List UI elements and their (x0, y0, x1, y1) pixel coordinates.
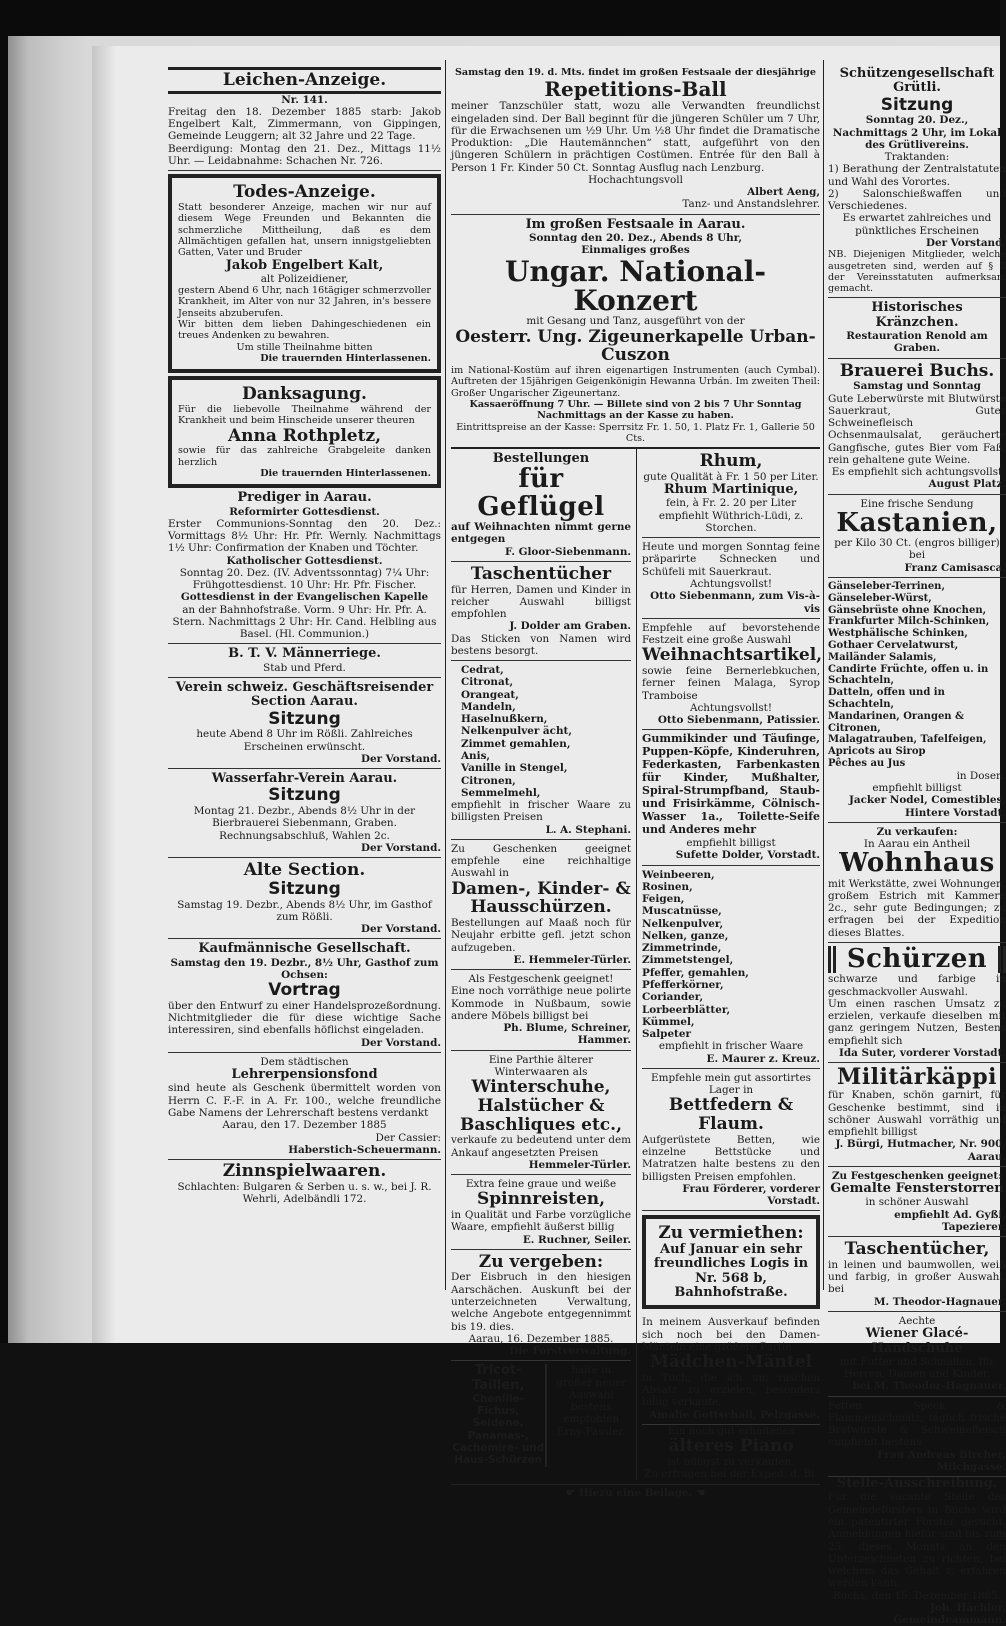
deli-signature: Jacker Nodel, Comestibles, Hintere Vorstadt. (848, 794, 1006, 819)
brau-title: Brauerei Buchs. (839, 360, 995, 381)
verg-title: Zu vergeben: (478, 1251, 604, 1272)
lehrer-pre: Dem städtischen (260, 1055, 349, 1068)
rep-signature: Albert Aeng, (747, 186, 820, 199)
schurz-text: Bestellungen auf Maaß noch für Neujahr erbitte gefl. jetzt schon aufzugeben. (451, 917, 631, 954)
schnecken-signature: Otto Siebenmann, zum Vis-à-vis (650, 590, 820, 615)
trakt-text: Es erwartet zahlreiches und pünktliches Erscheinen (842, 212, 992, 237)
wein-item: Rosinen, (642, 880, 693, 893)
trakt-title: Traktanden: (884, 151, 950, 164)
todes-text-4: Um stille Theilnahme bitten (236, 341, 373, 353)
piano (642, 1425, 820, 1480)
wein-item: Salpeter (642, 1028, 691, 1041)
kom-signature: Ph. Blume, Schreiner, Hammer. (503, 1022, 631, 1047)
militaerkaeppi (828, 1063, 1006, 1167)
column-rule (445, 60, 446, 1290)
zinnspielwaaren (168, 1160, 441, 1205)
schurz3-signature: Ida Suter, vorderer Vorstadt. (839, 1046, 1006, 1059)
alte-section (168, 858, 441, 939)
stelle-date: Buchs, den 15. Dezember 1885. (832, 1589, 1002, 1602)
wein-item: Nelken, ganze, (642, 929, 729, 942)
beilage-note (451, 1484, 820, 1499)
deli-item: Datteln, offen und in Schachteln, (828, 687, 945, 710)
kast-signature: Franz Camisasca. (904, 561, 1006, 574)
schurz3-text: schwarze und farbige in geschmackvoller Auswahl. (828, 973, 1006, 998)
winter-signature: Hemmeler-Türler. (528, 1158, 631, 1171)
deli-item: Pêches au Jus (828, 757, 906, 769)
middle-subcolumns (451, 449, 823, 1480)
sitzung-signature: Der Vorstand. (360, 841, 441, 854)
tasch-note: Das Sticken von Namen wird bestens besorgt. (451, 632, 631, 657)
fenster-pre: Zu Festgeschenken geeignet: (831, 1169, 1003, 1182)
schuerzen (451, 840, 631, 970)
sitzung-signature: Der Vorstand. (360, 923, 441, 936)
wohn-text: mit Werkstätte, zwei Wohnungen, großem Estrich mit Kammern 2c., sehr gute Bedingungen; zu erfragen bei der Expedition dieses Blattes. (828, 877, 1006, 939)
maedchen-maentel (642, 1313, 820, 1425)
spice-item: Nelkenpulver ächt, (461, 725, 572, 738)
deli-item: Mandarinen, Orangen & Citronen, (828, 710, 965, 734)
tricot-item: Fichus, (477, 1405, 520, 1418)
weih-title: Weihnachtsartikel, (642, 645, 823, 666)
tricot-right (545, 1364, 631, 1466)
todes-name: Jakob Engelbert Kalt, (225, 257, 384, 273)
stelle-signature: Joh. Hächler, Gemeindeammann. (893, 1601, 1006, 1626)
gefluegel (451, 449, 631, 562)
gummikinder (642, 730, 820, 865)
deli-item: Candirte Früchte, offen u. in Schachteln, (828, 663, 989, 687)
wein-text: empfiehlt in frischer Waare (658, 1040, 804, 1053)
winter-title: Winterschuhe, Halstücher & Baschliques etc., (460, 1077, 622, 1135)
brauerei-buchs (828, 359, 1006, 495)
gefl-signature: F. Gloor-Siebenmann. (505, 545, 631, 558)
tasch3-title: Taschentücher, (844, 1239, 990, 1260)
verm-title: Zu vermiethen: (658, 1223, 804, 1244)
konz-band: Oesterr. Ung. Zigeunerkapelle Urban-Cuszon (455, 326, 816, 366)
sitzung-text: heute Abend 8 Uhr im Rößli. Zahlreiches Erscheinen erwünscht. (196, 728, 413, 753)
sitzung-heading: Sitzung (268, 878, 341, 899)
tricot-item: Seidene, (472, 1417, 524, 1430)
konz-text: im National-Kostüm auf ihren eigenartigen Instrumenten (auch Cymbal). Auftreten der 15jährigen Geigenkönigin Hewanna Urbán. Im zweiten Theil: Großer Ungarischer Zigeunertanz. (451, 364, 820, 399)
rhum-text-2: fein, à Fr. 2. 20 per Liter (665, 497, 797, 510)
wein-item: Weinbeeren, (642, 868, 715, 881)
brau-text: Gute Leberwürste mit Blutwürste Sauerkraut, Gutes Schweinefleisch Ochsenmaulsalat, geräucherte Gangfische, gutes Bier vom Faß, rein gehaltene gute Weine. (828, 392, 1006, 466)
tricot-right-line: großer neuer (556, 1376, 627, 1389)
konz-pre-2: Einmaliges großes (581, 244, 690, 257)
sitzung-text: Sonntag 20. Dez., Nachmittags 2 Uhr, im Lokal des Grütlivereins. (832, 114, 1002, 151)
schnecken-text: Heute und morgen Sonntag feine präparirte Schnecken und Schüfeli mit Sauerkraut. (642, 541, 820, 578)
spinn-signature: E. Ruchner, Seiler. (522, 1233, 631, 1246)
spice-item: Citronat, (461, 676, 514, 689)
lehrer-role: Der Cassier: (375, 1131, 441, 1144)
dank-text-2: sowie für das zahlreiche Grabgeleite danken herzlich (178, 445, 431, 468)
spice-item: Orangeat, (461, 688, 519, 701)
bett-text: Aufgerüstete Betten, wie einzelne Bettstücke und Matratzen halte bestens zu den billigsten Preisen empfohlen. (642, 1133, 820, 1183)
tasch-signature: J. Dolder am Graben. (509, 620, 631, 633)
speck (828, 1397, 1006, 1478)
gummi-text: Gummikinder und Täufinge, Puppen-Köpfe, Kinderuhren, Federkasten, Farbenkasten für Kinder, Mußhalter, Spiral-Strumpfband, Staub- und Frisirkämme, Cölnisch-Wasser 1a., Toilette-Seife und Anderes mehr (642, 732, 820, 837)
gefl-pre: Bestellungen (492, 451, 590, 467)
konz-date: Sonntag den 20. Dez., Abends 8 Uhr, (528, 232, 743, 244)
weih-text: sowie feine Bernerlebkuchen, ferner feinen Malaga, Syrop Tramboise (642, 665, 820, 702)
deli-list (828, 581, 1006, 770)
historisches-kraenzchen (828, 298, 1006, 358)
spice-text: empfiehlt in frischer Waare zu billigsten Preisen (451, 799, 631, 824)
deli-item: Gänseleber-Terrinen, (828, 581, 945, 593)
todes-text-2: gestern Abend 6 Uhr, nach 16tägiger schmerzvoller Krankheit, im Alter von nur 32 Jahren, in's bessere Jenseits abzuberufen. (178, 285, 431, 319)
kauf-text: Samstag den 19. Dezbr., 8½ Uhr, Gasthof zum Ochsen: (170, 956, 439, 981)
lehrer-date: Aarau, den 17. Dezember 1885 (222, 1119, 387, 1132)
wein-item: Feigen, (642, 893, 685, 906)
maedchen-title: Mädchen-Mäntel (650, 1352, 812, 1373)
subcolumn-right (637, 449, 823, 1480)
wohn-title: Wohnhaus (839, 848, 995, 879)
tricot-right-line: Auswahl (568, 1388, 614, 1401)
trakt-nb: NB. Diejenigen Mitglieder, welche ausgetreten sind, werden auf § 3 der Vereinsstatuten aufmerksam gemacht. (828, 249, 1006, 295)
zinn-title: Zinnspielwaaren. (222, 1161, 387, 1182)
gefl-title: für Geflügel (477, 464, 605, 522)
bett-title: Bettfedern & Flaum. (668, 1095, 794, 1135)
tricot-right-line: Erny-Fassler. (556, 1425, 626, 1438)
kom-pre: Als Festgeschenk geeignet! (468, 973, 614, 986)
column-right (828, 64, 1006, 1626)
maedchen-signature: Amalie Gottschall, Pelzgasse. (649, 1408, 820, 1421)
taschentuecher-right (828, 1237, 1006, 1312)
vortrag-text: über den Entwurf zu einer Handelsprozeßordnung. Nichtmitglieder die für diese wichtige Sache interessiren, sind ebenfalls höflichst eingeladen. (168, 999, 441, 1037)
glace-signature: bei M. Theodor-Hagnauer. (852, 1380, 1006, 1393)
subcolumn-left (451, 449, 637, 1480)
tricot-right-line: halte in (571, 1364, 612, 1377)
hist-text: Restauration Renold am Graben. (846, 330, 988, 355)
fenster-text: in schöner Auswahl (865, 1196, 969, 1209)
verein-geschaeftsreisender (168, 678, 441, 769)
dank-name: Anna Rothpletz, (227, 425, 382, 446)
verg-signature: Die Forstverwaltung. (509, 1345, 631, 1358)
konz-title: Ungar. National-Konzert (505, 254, 766, 317)
wein-item: Nelkenpulver, (642, 917, 724, 930)
danksagung (168, 376, 441, 488)
rep-title: Repetitions-Ball (544, 77, 727, 102)
deli-note: in Dosen. (956, 769, 1006, 782)
rhum-title: Rhum, (699, 451, 763, 472)
verein-title: Verein schweiz. Geschäftsreisender (175, 680, 434, 695)
zu-vermiethen (642, 1215, 820, 1309)
weinbeeren (642, 866, 820, 1069)
rhum-title-2: Rhum Martinique, (663, 482, 799, 498)
todes-title: Todes-Anzeige. (233, 182, 376, 203)
rep-greeting: Hochachtungsvoll (588, 173, 683, 186)
beilage-text: Hiezu eine Beilage. (578, 1487, 693, 1500)
newspaper-page (92, 46, 1006, 1626)
todes-role: alt Polizeidiener, (260, 272, 349, 285)
hist-title: Historisches Kränzchen. (871, 300, 963, 330)
leichen-text-2: Beerdigung: Montag den 21. Dez., Mittags 11½ Uhr. — Leidabnahme: Schachen Nr. 726. (168, 142, 441, 168)
glace-text: mit Futter und Schnallen, für Herren, Damen und Kinder, (839, 1355, 995, 1381)
deli-item: Malagatrauben, Tafelfeigen, (828, 734, 987, 746)
verm-text: Auf Januar ein sehr freundliches Logis in Nr. 568 b, Bahnhofstraße. (653, 1242, 809, 1300)
spice-list (451, 664, 631, 799)
trakt-item-1: 1) Berathung der Zentralstatuten und Wahl des Vorortes. (828, 163, 1006, 188)
dank-signature: Die trauernden Hinterlassenen. (260, 467, 431, 479)
btv (168, 644, 441, 678)
leichen-anzeige (168, 64, 441, 171)
todes-text-3: Wir bitten dem lieben Dahingeschiedenen ein treues Andenken zu bewahren. (178, 319, 431, 342)
spice-item: Haselnußkern, (461, 713, 548, 726)
wein-item: Zimmetrinde, (642, 942, 722, 955)
sitzung-heading: Sitzung (880, 94, 954, 115)
kath-title: Katholischer Gottesdienst. (226, 554, 383, 567)
kommode (451, 970, 631, 1051)
sitzung-heading: Sitzung (268, 785, 341, 806)
evang-text: an der Bahnhofstraße. Vorm. 9 Uhr: Hr. Pfr. A. Stern. Nachmittags 2 Uhr: Hr. Cand. Helbling aus Basel. (Hl. Communion.) (172, 603, 437, 641)
mil-text: für Knaben, schön garnirt, für Geschenke bestimmt, sind in schöner Auswahl vorräthig und empfiehlt billigst (828, 1089, 1006, 1139)
verg-text: Der Eisbruch in den hiesigen Aarschächen. Auskunft bei der unterzeichneten Verwaltung, welche Angebote entgegennimmt bis 19. dies. (451, 1271, 631, 1333)
spice-item: Cedrat, (461, 664, 504, 677)
todes-signature: Die trauernden Hinterlassenen. (260, 352, 431, 364)
pointing-hand-icon: ☚ (692, 1487, 706, 1500)
weih-signature: Otto Siebenmann, Patissier. (657, 714, 820, 727)
evang-title: Gottesdienst in der Evangelischen Kapelle (180, 591, 429, 604)
kastanien (828, 495, 1006, 578)
mil-signature: J. Bürgi, Hutmacher, Nr. 900, Aarau. (835, 1138, 1006, 1163)
bett-pre: Empfehle mein gut assortirtes Lager in (651, 1071, 811, 1097)
tricot-left (451, 1364, 545, 1466)
deli-item: Westphälische Schinken, (828, 628, 968, 640)
fenster-title: Gemalte Fensterstorren (830, 1181, 1004, 1197)
piano-title: älteres Piano (668, 1436, 794, 1457)
wein-item: Coriander, (642, 991, 704, 1004)
gummi-text-2: empfiehlt billigst (686, 837, 776, 850)
wein-item: Pfefferkörner, (642, 979, 724, 991)
wein-item: Lorbeerblätter, (642, 1003, 731, 1016)
glace-title: Wiener Glacé-Handschuhe (865, 1326, 969, 1356)
schurz-title: Damen-, Kinder- & Hausschürzen. (451, 878, 631, 918)
leichen-text: Freitag den 18. Dezember 1885 starb: Jakob Engelbert Kalt, Zimmermann, von Gippingen, Gemeinde Leuggern; alt 32 Jahre und 22 Tage. (168, 105, 441, 143)
piano-text-2: Zu erfragen bei der Exped. d. Bl. (644, 1468, 818, 1480)
brau-text-2: Es empfiehlt sich achtungsvollst (831, 466, 1003, 479)
vortrag-signature: Der Vorstand. (360, 1036, 441, 1049)
spinnreisten (451, 1175, 631, 1250)
kom-text: Eine noch vorräthige neue polirte Kommode in Nußbaum, sowie andere Möbels billigst bei (451, 985, 631, 1022)
rhum (642, 449, 820, 538)
konz-price: Eintrittspreise an der Kasse: Sperrsitz Fr. 1. 50, 1. Platz Fr. 1, Gallerie 50 Cts. (456, 421, 815, 444)
repetitions-ball (451, 64, 820, 215)
speck-text: Fetten Speck & Flammenschmalz, täglich frische Bratwürste & Schweinefleisch empfiehlt bestens (828, 1399, 1006, 1449)
winter-text: verkaufe zu bedeutend unter dem Ankauf angesetzten Preisen (451, 1134, 631, 1159)
tasch3-signature: M. Theodor-Hagnauer. (874, 1295, 1006, 1308)
spice-item: Mandeln, (461, 700, 516, 713)
vortrag-heading: Vortrag (268, 980, 341, 1001)
alte-title: Alte Section. (243, 860, 366, 881)
maedchen-text: in Tuch, die ich um raschen Absatz zu erzielen, besonders billig verkaufe. (642, 1371, 820, 1409)
glace-handschuhe (828, 1312, 1006, 1397)
glace-pre: Aechte (898, 1314, 936, 1327)
brau-subtitle: Samstag und Sonntag (853, 380, 981, 393)
zinn-text: Schlachten: Bulgaren & Serben u. s. w., bei J. R. Wehrli, Adelbändli 172. (177, 1180, 432, 1205)
spinn-title: Spinnreisten, (476, 1189, 606, 1210)
winter-pre: Eine Parthie älterer Winterwaaren als (488, 1053, 594, 1078)
trakt-item-2: 2) Salonschießwaffen und Verschiedenes. (828, 187, 1006, 213)
wein-item: Kümmel, (642, 1015, 695, 1028)
prediger-title: Prediger in Aarau. (237, 490, 372, 506)
schnecken (642, 538, 820, 619)
sitzung-heading: Sitzung (268, 708, 341, 729)
gummi-signature: Sufette Dolder, Vorstadt. (675, 849, 820, 862)
spices-stephani (451, 661, 631, 840)
ref-text: Erster Communions-Sonntag den 20. Dez.: Vormittags 8½ Uhr: Hr. Pfr. Wernly. Nachmittags 1½ Uhr: Confirmation der Knaben und Töchter. (168, 517, 441, 555)
spice-item: Citronen, (461, 774, 516, 787)
todes-text: Statt besonderer Anzeige, machen wir nur auf diesem Wege Freunden und Bekannten die schmerzliche Mittheilung, daß es dem Allmächtigen gefallen hat, unsern innigstgeliebten Gatten, Vater und Bruder (178, 201, 431, 259)
tricot-item: Panamas-, (467, 1429, 529, 1442)
wasser-title: Wasserfahr-Verein Aarau. (211, 771, 398, 787)
wein-item: Zimmetstengel, (642, 954, 734, 967)
dank-text: Für die liebevolle Theilnahme während der Krankheit und beim Hinscheide unserer theuren (178, 403, 431, 427)
brau-signature: August Platz. (928, 478, 1006, 491)
stelle-title: Stelle-Ausschreibung. (836, 1476, 998, 1492)
lehrer-text: sind heute als Geschenk übermittelt worden von Herrn C. F.-F. in A. Fr. 100., welche freundliche Gabe Namens der Lehrerschaft bestens verdankt (168, 1082, 441, 1119)
leichen-number: Nr. 141. (281, 93, 328, 106)
spice-item: Semmelmehl, (461, 786, 541, 799)
verein-subtitle: Section Aarau. (251, 694, 358, 710)
todes-anzeige (168, 174, 441, 373)
schurz-pre: Zu Geschenken geeignet empfehle eine reichhaltige Auswahl in (451, 842, 631, 880)
stelle-text: Für die vacante Stelle des Gemeindeförsters in Buchs wird ein patentirter Förster gesucht. Anmeldungen hiefür sind bis zum 25. dieses Monats an den Unterzeichneten zu richten, bei welchem das Gehalt z. erfahren werden kann. (828, 1491, 1006, 1590)
deli-item: Mailänder Salamis, (828, 651, 937, 663)
speck-signature: Frau Andreas Bircher, Milchgasse. (877, 1448, 1006, 1473)
deli-item: Apricots au Sirop (828, 746, 926, 758)
spice-item: Zimmet gemahlen, (461, 737, 571, 750)
sitzung-text: Montag 21. Dezbr., Abends 8½ Uhr in der Bierbrauerei Siebenmann, Graben. Rechnungsabschluß, Wahlen 2c. (193, 805, 416, 842)
leichen-title: Leichen-Anzeige. (168, 67, 441, 94)
gefl-text: auf Weihnachten nimmt gerne entgegen (451, 521, 631, 546)
spice-signature: L. A. Stephani. (545, 823, 631, 836)
delikatessen (828, 578, 1006, 823)
kast-title: Kastanien, (836, 507, 998, 538)
wein-signature: E. Maurer z. Kreuz. (706, 1052, 820, 1065)
wasserfahr-verein (168, 769, 441, 858)
column-rule (823, 60, 824, 1290)
tricot-list (451, 1393, 545, 1467)
spice-item: Anis, (461, 749, 491, 762)
fensterstorren (828, 1167, 1006, 1237)
pointing-hand-icon: ☛ (565, 1487, 579, 1500)
konz-mid: mit Gesang und Tanz, ausgeführt von der (526, 315, 745, 328)
wohnhaus (828, 823, 1006, 943)
deli-item: Gothaer Cervelatwurst, (828, 640, 959, 651)
dank-title: Danksagung. (242, 384, 367, 405)
fenster-signature: empfiehlt Ad. Gyßi, Tapezierer. (894, 1208, 1006, 1233)
schurz3-text-2: Um einen raschen Umsatz zu erzielen, verkaufe dieselben mit ganz geringem Nutzen, Bestens empfiehlt sich (828, 997, 1006, 1047)
sitzung-text: Samstag 19. Dezbr., Abends 8½ Uhr, im Gasthof zum Rößli. (177, 898, 432, 923)
deli-text: empfiehlt billigst (872, 782, 962, 795)
konz-pre: Im großen Festsaale in Aarau. (525, 216, 746, 232)
deli-item: Gänseleber-Würst, (828, 592, 932, 604)
mil-title: Militärkäppi (836, 1064, 998, 1091)
weihnachtsartikel (642, 619, 823, 731)
prediger (168, 488, 441, 644)
spinn-text: in Qualität und Farbe vorzügliche Waare, empfiehlt äußerst billig (451, 1209, 631, 1234)
rep-pre: Samstag den 19. d. Mts. findet im großen Festsaale der diesjährige (455, 67, 816, 78)
sitzung-signature: Der Vorstand. (360, 752, 441, 765)
verg-date: Aarau, 16. Dezember 1885. (468, 1332, 614, 1345)
konz-text-2: Kassaeröffnung 7 Uhr. — Billete sind von 2 bis 7 Uhr Sonntag Nachmittags an der Kasse zu haben. (469, 398, 802, 422)
rhum-text: gute Qualität à Fr. 1 50 per Liter. (643, 470, 819, 483)
ref-title: Reformirter Gottesdienst. (229, 505, 380, 518)
schurz-signature: E. Hemmeler-Türler. (513, 953, 631, 966)
schurz3-title: Schürzen (828, 946, 1006, 973)
spice-item: Vanille in Stengel, (461, 762, 568, 775)
bett-signature: Frau Förderer, vorderer Vorstadt. (682, 1182, 820, 1208)
kast-pre: Eine frische Sendung (860, 497, 974, 510)
tricot-right-line: bestens empfohlen (563, 1401, 620, 1426)
schnecken-greeting: Achtungsvollst! (689, 577, 772, 590)
deli-item: Gänsebrüste ohne Knochen, (828, 604, 987, 616)
zu-vergeben (451, 1250, 631, 1362)
tasch-title: Taschentücher (470, 563, 612, 584)
kast-text: per Kilo 30 Ct. (engros billiger) bei (834, 537, 1000, 562)
tasch3-text: in leinen und baumwollen, weiß und farbig, in großer Auswahl, bei (828, 1258, 1006, 1296)
tricot-taillen (451, 1361, 631, 1466)
wohn-pre: Zu verkaufen: (876, 825, 958, 838)
tricot-title: Tricot-Taillen, (472, 1363, 525, 1393)
rep-text: meiner Tanzschüler statt, wozu alle Verwandten freundlichst eingeladen sind. Der Ball beginnt für die jüngeren Schüler um 7 Uhr, für die Erwachsenen um ½9 Uhr. Um ½8 Uhr findet die Dramatische Produktion: „Die Hautemännchen“ statt, aufgeführt von den jüngeren Schülern in prächtigen Costümen. Entrée für den Ball à Person 1 Fr. Kinder 50 Ct. Sonntag Ausflug nach Lenzburg. (451, 100, 820, 174)
spinn-pre: Extra feine graue und weiße (465, 1178, 617, 1191)
kath-text: Sonntag 20. Dez. (IV. Adventssonntag) 7¼ Uhr: Frühgottesdienst. 10 Uhr: Hr. Pfr. Fischer. (179, 566, 430, 592)
kaufmaennische-gesellschaft (168, 939, 441, 1053)
national-konzert (451, 215, 820, 449)
piano-text: ist billigst zu verkaufen. (667, 1455, 795, 1468)
tricot-item: Haus-Schürzen (454, 1454, 543, 1467)
wein-item: Pfeffer, gemahlen, (642, 966, 749, 979)
stelle-ausschreibung (828, 1477, 1006, 1626)
btv-title: B. T. V. Männerriege. (228, 646, 381, 662)
kauf-title: Kaufmännische Gesellschaft. (198, 941, 411, 957)
schuetz-title: Schützengesellschaft Grütli. (839, 66, 995, 96)
winterwaaren (451, 1051, 631, 1175)
lehrerpensionsfond (168, 1053, 441, 1160)
column-middle (451, 64, 823, 1500)
deli-item: Frankfurter Milch-Schinken, (828, 616, 990, 628)
wein-item: Muscatnüsse, (642, 905, 722, 918)
maedchen-pre: In meinem Ausverkauf befinden sich noch bei den Damen-Mänteln eine größere Partie (642, 1316, 820, 1353)
lehrer-signature: Haberstich-Scheuermann. (288, 1143, 441, 1156)
wein-list (642, 869, 820, 1041)
tasch-text: für Herren, Damen und Kinder in reicher Auswahl billigst empfohlen (451, 583, 631, 621)
btv-text: Stab und Pferd. (263, 661, 346, 674)
schuetzengesellschaft (828, 64, 1006, 298)
weih-greeting: Achtungsvollst! (689, 701, 772, 714)
bettfedern (642, 1069, 820, 1212)
schuerzen-suter (828, 943, 1006, 1063)
taschentuecher (451, 562, 631, 661)
rep-signature-role: Tanz- und Anstandslehrer. (682, 198, 820, 211)
rhum-signature: empfiehlt Wüthrich-Lüdi, z. Storchen. (658, 509, 804, 534)
piano-pre: Ein noch gut erhaltenes (667, 1424, 795, 1437)
column-left (168, 64, 441, 1205)
tricot-item: Cachemire- und (452, 1442, 545, 1454)
lehrer-title: Lehrerpensionsfond (231, 1067, 378, 1083)
weih-pre: Empfehle auf bevorstehende Festzeit eine große Auswahl (642, 621, 820, 647)
trakt-signature: Der Vorstand. (925, 236, 1006, 249)
tricot-item: Chenille- (472, 1392, 524, 1405)
wohn-pre-2: In Aarau ein Antheil (863, 838, 971, 851)
